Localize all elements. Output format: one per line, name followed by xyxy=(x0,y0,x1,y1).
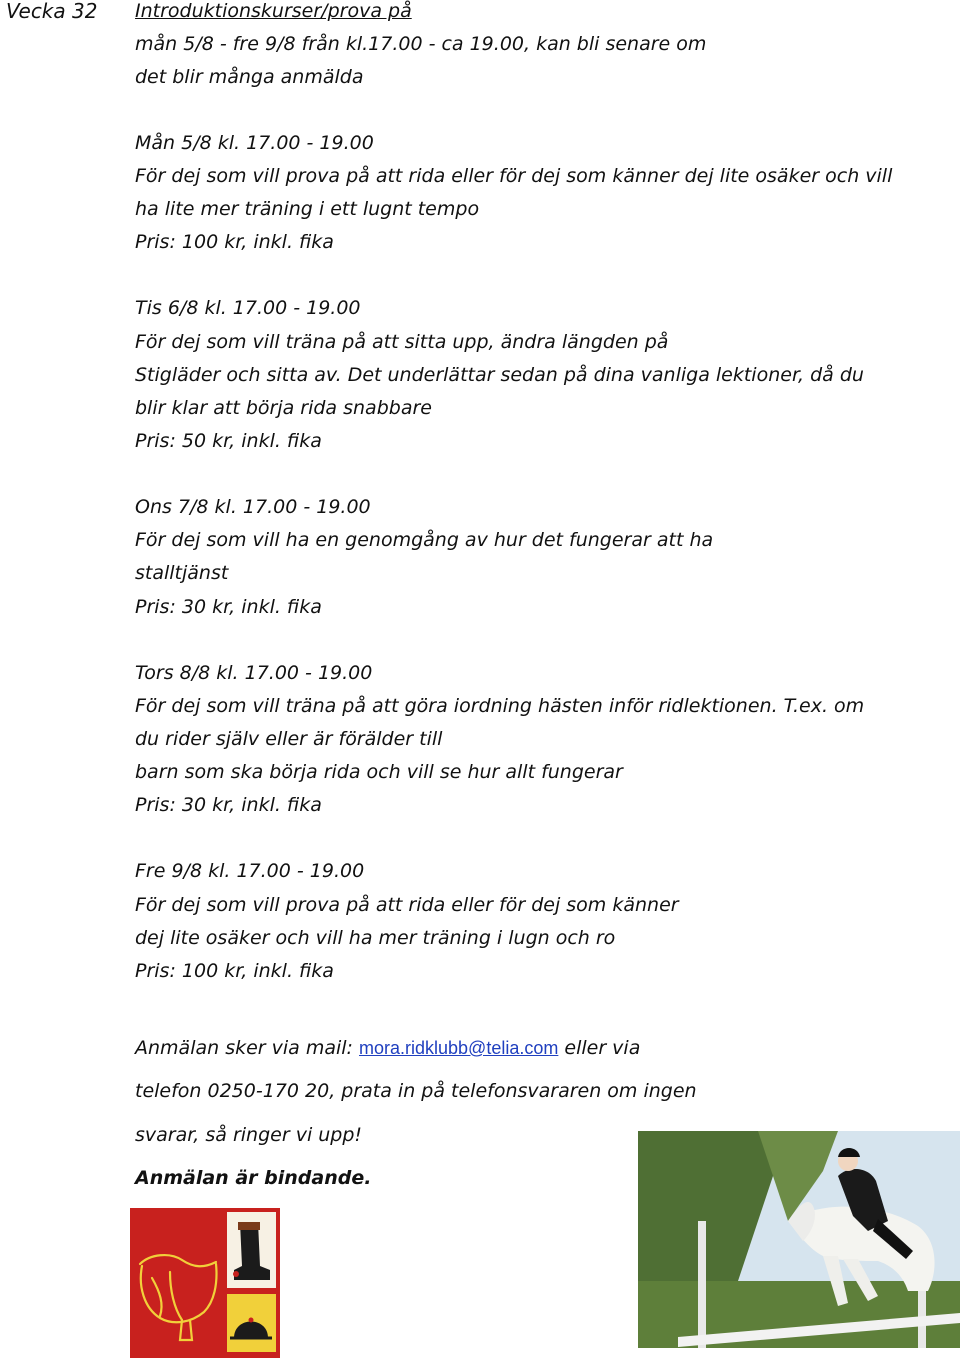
email-link[interactable]: mora.ridklubb@telia.com xyxy=(359,1038,559,1058)
session-text: ha lite mer träning i ett lugnt tempo xyxy=(135,198,480,220)
session-text: dej lite osäker och vill ha mer träning i lugn och ro xyxy=(135,927,616,949)
session-price: Pris: 50 kr, inkl. fika xyxy=(135,430,322,452)
week-label: Vecka 32 xyxy=(6,0,98,23)
session-day: Fre 9/8 kl. 17.00 - 19.00 xyxy=(135,860,365,882)
session-price: Pris: 30 kr, inkl. fika xyxy=(135,794,322,816)
session-day: Tors 8/8 kl. 17.00 - 19.00 xyxy=(135,662,373,684)
session-text: Stigläder och sitta av. Det underlättar sedan på dina vanliga lektioner, då du xyxy=(135,364,864,386)
session-day: Mån 5/8 kl. 17.00 - 19.00 xyxy=(135,132,374,154)
page-title: Introduktionskurser/prova på xyxy=(135,0,412,22)
session-day: Ons 7/8 kl. 17.00 - 19.00 xyxy=(135,496,371,518)
intro-line: mån 5/8 - fre 9/8 från kl.17.00 - ca 19.00, kan bli senare om xyxy=(135,33,707,55)
signup-line xyxy=(135,1037,640,1059)
session-text: barn som ska börja rida och vill se hur allt fungerar xyxy=(135,761,623,783)
session-text: För dej som vill prova på att rida eller för dej som känner xyxy=(135,894,679,916)
binding-notice: Anmälan är bindande. xyxy=(135,1167,372,1189)
session-text: För dej som vill träna på att sitta upp, ändra längden på xyxy=(135,331,669,353)
signup-suffix: eller via xyxy=(558,1037,641,1059)
signup-callback-line: svarar, så ringer vi upp! xyxy=(135,1124,363,1146)
riding-club-logo xyxy=(130,1208,280,1358)
session-price: Pris: 30 kr, inkl. fika xyxy=(135,596,322,618)
intro-line: det blir många anmälda xyxy=(135,66,364,88)
session-price: Pris: 100 kr, inkl. fika xyxy=(135,231,334,253)
session-text: För dej som vill prova på att rida eller för dej som känner dej lite osäker och vill xyxy=(135,165,893,187)
horse-jumping-photo xyxy=(638,1131,960,1348)
session-text: stalltjänst xyxy=(135,562,229,584)
signup-prefix: Anmälan sker via mail: xyxy=(135,1037,359,1059)
session-price: Pris: 100 kr, inkl. fika xyxy=(135,960,334,982)
session-day: Tis 6/8 kl. 17.00 - 19.00 xyxy=(135,297,361,319)
session-text: För dej som vill ha en genomgång av hur det fungerar att ha xyxy=(135,529,714,551)
session-text: du rider själv eller är förälder till xyxy=(135,728,443,750)
session-text: För dej som vill träna på att göra iordning hästen inför ridlektionen. T.ex. om xyxy=(135,695,865,717)
signup-phone-line: telefon 0250-170 20, prata in på telefonsvararen om ingen xyxy=(135,1080,697,1102)
session-text: blir klar att börja rida snabbare xyxy=(135,397,432,419)
